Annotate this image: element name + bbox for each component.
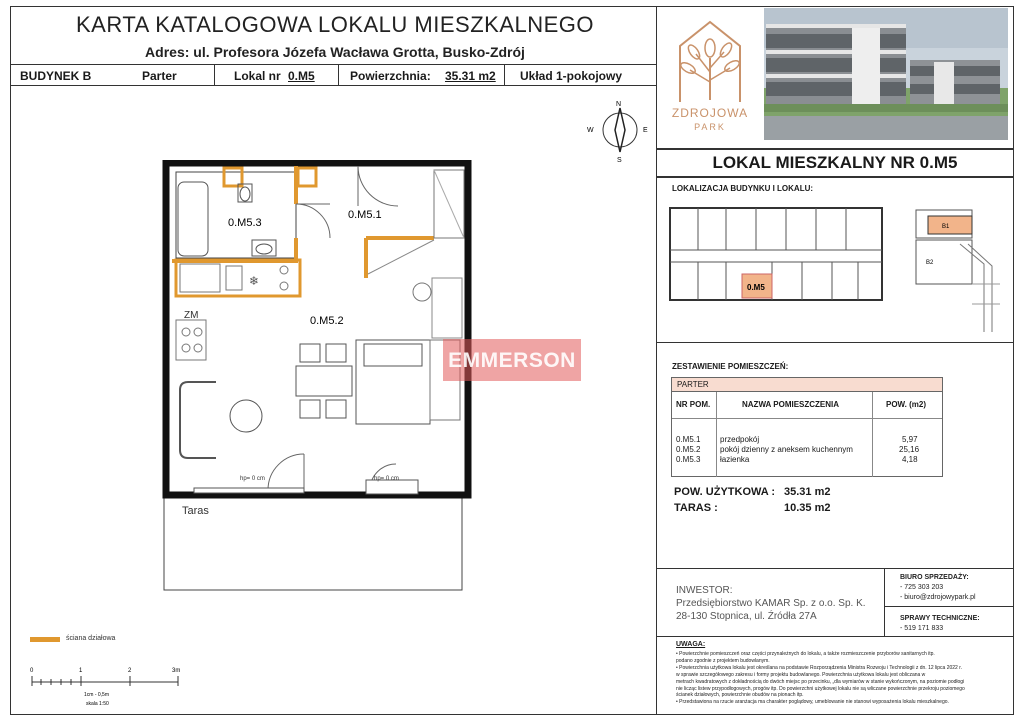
scale-note: skala 1:50 (86, 701, 109, 707)
room-label-bathroom: 0.M5.3 (228, 217, 262, 229)
table-row-nr: 0.M5.3 (676, 455, 701, 464)
header-separator (338, 65, 339, 86)
scale-tick: 3m (172, 668, 181, 674)
table-row-name: przedpokój (720, 435, 760, 444)
section-divider (884, 568, 885, 636)
table-row-nr: 0.M5.1 (676, 435, 701, 444)
window-label: hp= 0 cm (374, 476, 399, 482)
svg-text:❄: ❄ (249, 274, 260, 288)
compass-e: E (643, 127, 648, 134)
column-header-name: NAZWA POMIESZCZENIA (742, 400, 840, 409)
card-title: KARTA KATALOGOWA LOKALU MIESZKALNEGO (75, 12, 595, 37)
table-row-area: 25,16 (899, 445, 920, 454)
investor-block (676, 584, 866, 623)
table-row-name: pokój dzienny z aneksem kuchennym (720, 445, 853, 454)
usable-area-value: 35.31 m2 (784, 486, 831, 498)
section-divider (884, 606, 1014, 607)
legend-swatch (30, 637, 60, 642)
usable-area-label: POW. UŻYTKOWA : (674, 486, 776, 498)
tech-contact (900, 614, 980, 634)
layout-label: Układ 1-pokojowy (520, 69, 623, 83)
building-label: BUDYNEK B (20, 69, 92, 83)
table-row-name: łazienka (720, 455, 750, 464)
compass-w: W (587, 127, 594, 134)
note-line: • Powierzchnia użytkowa lokalu jest określana na podstawie Rozporządzenia Ministra Rozwoju i Technologii z dn. 12 lipca 2022 r. (676, 664, 962, 671)
scale-tick: 1 (79, 668, 83, 674)
floor-label: Parter (142, 69, 177, 83)
investor-line: Przedsiębiorstwo KAMAR Sp. z o.o. Sp. K. (676, 598, 866, 609)
section-divider (656, 636, 1014, 637)
terrace-area-label: TARAS : (674, 502, 718, 514)
table-row-area: 5,97 (902, 435, 918, 444)
sales-contact (900, 573, 976, 603)
column-header-area: POW. (m2) (886, 400, 927, 409)
area-value: 35.31 m2 (445, 69, 496, 83)
note-line: ścianek działowych, powierzchnie obudów na pionach itp. (676, 692, 804, 699)
table-divider (716, 392, 717, 477)
column-divider (656, 6, 657, 715)
logo-name: ZDROJOWA (671, 106, 749, 120)
column-header-nr: NR POM. (676, 400, 711, 409)
compass-rose (585, 100, 655, 166)
note-line: nie licząc listew przypodłogowych, progów itp. Do powierzchni użytkowej lokalu nie są wliczane powierzchnie przekroju poziomego (676, 685, 965, 692)
room-label-hall: 0.M5.1 (348, 209, 382, 221)
site-b2-label: B2 (926, 260, 934, 266)
table-row-area: 4,18 (902, 455, 918, 464)
table-divider (872, 392, 873, 477)
header-separator (214, 65, 215, 86)
building-location-plan (668, 204, 884, 304)
unit-label: Lokal nr (234, 69, 281, 83)
area-label: Powierzchnia: (350, 69, 431, 83)
table-row-nr: 0.M5.2 (676, 445, 701, 454)
site-b1-label: B1 (942, 224, 950, 230)
room-label-living: 0.M5.2 (310, 315, 344, 327)
sales-phone: - 725 303 203 (900, 584, 944, 591)
location-label: LOKALIZACJA BUDYNKU I LOKALU: (672, 184, 814, 193)
scale-bar (26, 662, 186, 712)
investor-label: INWESTOR: (676, 585, 733, 596)
address: Adres: ul. Profesora Józefa Wacława Grotta, Busko-Zdrój (145, 44, 525, 60)
header-info-row (10, 64, 656, 86)
emmerson-watermark: EMMERSON (443, 339, 581, 381)
scale-note: 1cm - 0,5m (84, 692, 110, 698)
tech-title: SPRAWY TECHNICZNE: (900, 615, 980, 622)
terrace-area-value: 10.35 m2 (784, 502, 831, 514)
site-location-plan (912, 204, 1002, 334)
note-line: w sprawie szczegółowego zakresu i formy projektu budowlanego. Powierzchnia użytkowa lokalu jest obliczana w (676, 671, 926, 678)
note-line: • Przedstawiona na rzucie aranżacja ma charakter poglądowy, umeblowanie nie stanowi wyposażenia lokalu mieszkalnego. (676, 699, 949, 706)
note-line: podano zgodnie z projektem budowlanym. (676, 657, 770, 664)
building-render-image (764, 8, 1008, 140)
sales-email: - biuro@zdrojowypark.pl (900, 594, 976, 601)
rooms-table (671, 377, 943, 477)
table-divider (672, 418, 942, 419)
investor-line: 28-130 Stopnica, ul. Źródła 27A (676, 611, 817, 622)
notes-title: UWAGA: (676, 641, 706, 648)
unit-title: LOKAL MIESZKALNY NR 0.M5 (656, 148, 1014, 178)
scale-tick: 0 (30, 668, 34, 674)
legend-label: ściana działowa (66, 635, 116, 642)
table-section-header: PARTER (672, 378, 942, 392)
rooms-title: ZESTAWIENIE POMIESZCZEŃ: (672, 362, 789, 371)
section-divider (656, 342, 1014, 343)
floor-plan (160, 160, 480, 620)
zm-label: ZM (184, 310, 199, 321)
note-line: metrach kwadratowych z dokładnością do dwóch miejsc po przecinku, „dla wymiarów w stanie wykończonym, na poziomie podłogi (676, 678, 965, 685)
logo-sub: PARK (694, 122, 726, 132)
unit-value: 0.M5 (288, 69, 315, 83)
sales-title: BIURO SPRZEDAŻY: (900, 574, 969, 581)
scale-tick: 2 (128, 668, 132, 674)
notes-list (676, 651, 1006, 706)
window-label: hp= 0 cm (240, 476, 265, 482)
note-line: • Powierzchnie pomieszczeń oraz części przynależnych do lokalu, a także rozmieszczenie przyborów sanitarnych itp. (676, 651, 935, 657)
terrace-label: Taras (182, 505, 209, 517)
section-divider (656, 568, 1014, 569)
tech-phone: - 519 171 833 (900, 625, 944, 632)
compass-s: S (617, 157, 622, 164)
compass-n: N (616, 101, 622, 108)
header-separator (504, 65, 505, 86)
mini-unit-label: 0.M5 (747, 283, 765, 292)
